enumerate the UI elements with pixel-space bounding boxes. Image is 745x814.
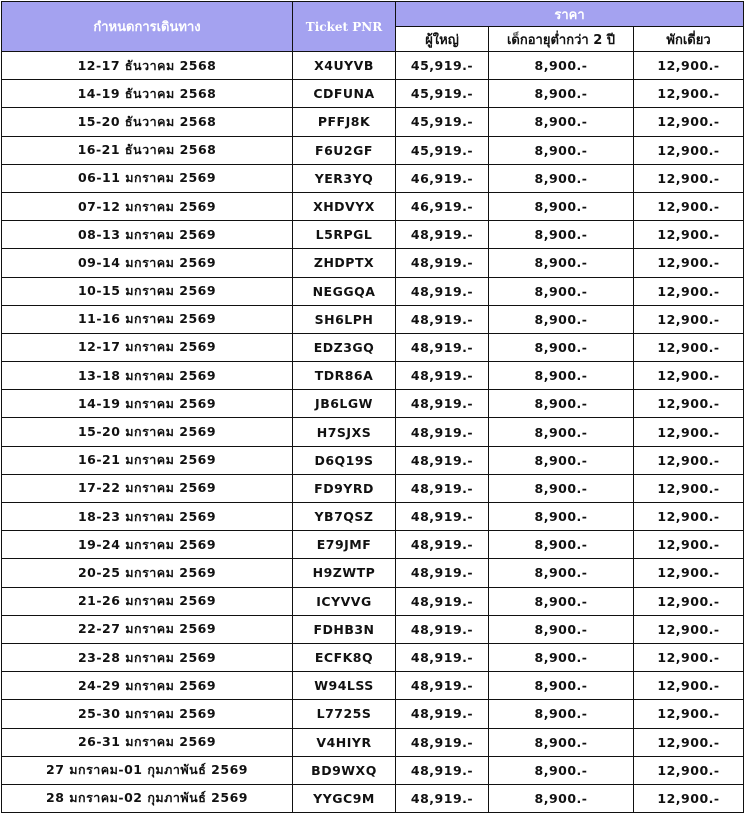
pnr-cell: F6U2GF	[293, 136, 396, 164]
date-cell: 18-23 มกราคม 2569	[2, 503, 293, 531]
single-supplement-cell: 12,900.-	[634, 700, 744, 728]
child-price-cell: 8,900.-	[489, 80, 634, 108]
adult-header: ผู้ใหญ่	[396, 27, 489, 52]
date-cell: 24-29 มกราคม 2569	[2, 672, 293, 700]
adult-price-cell: 48,919.-	[396, 784, 489, 812]
child-price-cell: 8,900.-	[489, 615, 634, 643]
date-cell: 09-14 มกราคม 2569	[2, 249, 293, 277]
pnr-cell: V4HIYR	[293, 728, 396, 756]
tour-price-table	[1, 1, 744, 813]
child-price-cell: 8,900.-	[489, 164, 634, 192]
single-supplement-cell: 12,900.-	[634, 277, 744, 305]
pnr-cell: FDHB3N	[293, 615, 396, 643]
single-supplement-cell: 12,900.-	[634, 446, 744, 474]
single-supplement-cell: 12,900.-	[634, 474, 744, 502]
child-price-cell: 8,900.-	[489, 333, 634, 361]
period-header: กำหนดการเดินทาง	[2, 2, 293, 52]
single-supplement-cell: 12,900.-	[634, 108, 744, 136]
date-cell: 20-25 มกราคม 2569	[2, 559, 293, 587]
date-cell: 15-20 มกราคม 2569	[2, 418, 293, 446]
table-row	[2, 531, 744, 559]
single-supplement-cell: 12,900.-	[634, 728, 744, 756]
pnr-cell: ICYVVG	[293, 587, 396, 615]
date-cell: 08-13 มกราคม 2569	[2, 221, 293, 249]
pnr-cell: YB7QSZ	[293, 503, 396, 531]
table-row	[2, 700, 744, 728]
date-cell: 15-20 ธันวาคม 2568	[2, 108, 293, 136]
single-supplement-cell: 12,900.-	[634, 784, 744, 812]
adult-price-cell: 45,919.-	[396, 136, 489, 164]
child-price-cell: 8,900.-	[489, 700, 634, 728]
pnr-cell: XHDVYX	[293, 192, 396, 220]
adult-price-cell: 48,919.-	[396, 615, 489, 643]
date-cell: 16-21 ธันวาคม 2568	[2, 136, 293, 164]
adult-price-cell: 48,919.-	[396, 672, 489, 700]
pnr-cell: NEGGQA	[293, 277, 396, 305]
date-cell: 25-30 มกราคม 2569	[2, 700, 293, 728]
child-price-cell: 8,900.-	[489, 305, 634, 333]
date-cell: 26-31 มกราคม 2569	[2, 728, 293, 756]
child-price-cell: 8,900.-	[489, 418, 634, 446]
pnr-cell: L7725S	[293, 700, 396, 728]
adult-price-cell: 48,919.-	[396, 418, 489, 446]
table-row	[2, 756, 744, 784]
child-price-cell: 8,900.-	[489, 446, 634, 474]
child-price-cell: 8,900.-	[489, 643, 634, 671]
date-cell: 28 มกราคม-02 กุมภาพันธ์ 2569	[2, 784, 293, 812]
child-price-cell: 8,900.-	[489, 728, 634, 756]
date-cell: 22-27 มกราคม 2569	[2, 615, 293, 643]
child-price-cell: 8,900.-	[489, 249, 634, 277]
adult-price-cell: 48,919.-	[396, 390, 489, 418]
pnr-cell: ECFK8Q	[293, 643, 396, 671]
pnr-cell: BD9WXQ	[293, 756, 396, 784]
adult-price-cell: 48,919.-	[396, 474, 489, 502]
child-price-cell: 8,900.-	[489, 531, 634, 559]
table-row	[2, 446, 744, 474]
table-row	[2, 164, 744, 192]
single-supplement-cell: 12,900.-	[634, 305, 744, 333]
date-cell: 16-21 มกราคม 2569	[2, 446, 293, 474]
child-price-cell: 8,900.-	[489, 474, 634, 502]
single-supplement-cell: 12,900.-	[634, 587, 744, 615]
pnr-cell: H9ZWTP	[293, 559, 396, 587]
table-row	[2, 305, 744, 333]
date-cell: 07-12 มกราคม 2569	[2, 192, 293, 220]
adult-price-cell: 48,919.-	[396, 700, 489, 728]
child-price-cell: 8,900.-	[489, 503, 634, 531]
pnr-cell: CDFUNA	[293, 80, 396, 108]
table-row	[2, 52, 744, 80]
table-row	[2, 249, 744, 277]
pnr-cell: PFFJ8K	[293, 108, 396, 136]
table-row	[2, 80, 744, 108]
adult-price-cell: 48,919.-	[396, 333, 489, 361]
pnr-cell: L5RPGL	[293, 221, 396, 249]
adult-price-cell: 48,919.-	[396, 756, 489, 784]
adult-price-cell: 48,919.-	[396, 305, 489, 333]
table-body	[2, 52, 744, 813]
date-cell: 06-11 มกราคม 2569	[2, 164, 293, 192]
single-supplement-cell: 12,900.-	[634, 390, 744, 418]
pnr-cell: YYGC9M	[293, 784, 396, 812]
child-price-cell: 8,900.-	[489, 192, 634, 220]
pnr-cell: H7SJXS	[293, 418, 396, 446]
table-row	[2, 672, 744, 700]
date-cell: 10-15 มกราคม 2569	[2, 277, 293, 305]
table-row	[2, 615, 744, 643]
pnr-cell: JB6LGW	[293, 390, 396, 418]
date-cell: 27 มกราคม-01 กุมภาพันธ์ 2569	[2, 756, 293, 784]
adult-price-cell: 48,919.-	[396, 503, 489, 531]
pnr-cell: D6Q19S	[293, 446, 396, 474]
adult-price-cell: 48,919.-	[396, 728, 489, 756]
table-row	[2, 784, 744, 812]
table-row	[2, 587, 744, 615]
adult-price-cell: 45,919.-	[396, 80, 489, 108]
date-cell: 14-19 ธันวาคม 2568	[2, 80, 293, 108]
pnr-cell: E79JMF	[293, 531, 396, 559]
child-price-cell: 8,900.-	[489, 277, 634, 305]
pnr-cell: W94LSS	[293, 672, 396, 700]
single-supplement-cell: 12,900.-	[634, 643, 744, 671]
date-cell: 14-19 มกราคม 2569	[2, 390, 293, 418]
table-row	[2, 136, 744, 164]
table-row	[2, 333, 744, 361]
child-price-cell: 8,900.-	[489, 52, 634, 80]
single-supplement-cell: 12,900.-	[634, 559, 744, 587]
table-row	[2, 728, 744, 756]
table-row	[2, 559, 744, 587]
table-row	[2, 474, 744, 502]
single-header: พักเดี่ยว	[634, 27, 744, 52]
single-supplement-cell: 12,900.-	[634, 164, 744, 192]
adult-price-cell: 48,919.-	[396, 249, 489, 277]
adult-price-cell: 48,919.-	[396, 277, 489, 305]
pnr-cell: ZHDPTX	[293, 249, 396, 277]
child-price-cell: 8,900.-	[489, 756, 634, 784]
pnr-cell: X4UYVB	[293, 52, 396, 80]
adult-price-cell: 48,919.-	[396, 531, 489, 559]
child-price-cell: 8,900.-	[489, 362, 634, 390]
child-price-cell: 8,900.-	[489, 559, 634, 587]
table-row	[2, 643, 744, 671]
adult-price-cell: 48,919.-	[396, 446, 489, 474]
child-price-cell: 8,900.-	[489, 587, 634, 615]
single-supplement-cell: 12,900.-	[634, 418, 744, 446]
child-price-cell: 8,900.-	[489, 108, 634, 136]
table-row	[2, 418, 744, 446]
child-price-cell: 8,900.-	[489, 390, 634, 418]
single-supplement-cell: 12,900.-	[634, 52, 744, 80]
single-supplement-cell: 12,900.-	[634, 249, 744, 277]
single-supplement-cell: 12,900.-	[634, 192, 744, 220]
table-row	[2, 192, 744, 220]
table-row	[2, 390, 744, 418]
pnr-cell: FD9YRD	[293, 474, 396, 502]
date-cell: 11-16 มกราคม 2569	[2, 305, 293, 333]
pnr-cell: YER3YQ	[293, 164, 396, 192]
adult-price-cell: 48,919.-	[396, 643, 489, 671]
table-row	[2, 277, 744, 305]
date-cell: 17-22 มกราคม 2569	[2, 474, 293, 502]
pnr-cell: SH6LPH	[293, 305, 396, 333]
child-price-cell: 8,900.-	[489, 136, 634, 164]
pnr-header: Ticket PNR	[293, 2, 396, 52]
single-supplement-cell: 12,900.-	[634, 221, 744, 249]
date-cell: 21-26 มกราคม 2569	[2, 587, 293, 615]
adult-price-cell: 48,919.-	[396, 362, 489, 390]
date-cell: 23-28 มกราคม 2569	[2, 643, 293, 671]
pnr-cell: TDR86A	[293, 362, 396, 390]
adult-price-cell: 48,919.-	[396, 559, 489, 587]
single-supplement-cell: 12,900.-	[634, 136, 744, 164]
single-supplement-cell: 12,900.-	[634, 672, 744, 700]
date-cell: 13-18 มกราคม 2569	[2, 362, 293, 390]
pnr-cell: EDZ3GQ	[293, 333, 396, 361]
date-cell: 12-17 มกราคม 2569	[2, 333, 293, 361]
table-row	[2, 221, 744, 249]
child-price-cell: 8,900.-	[489, 672, 634, 700]
single-supplement-cell: 12,900.-	[634, 362, 744, 390]
adult-price-cell: 46,919.-	[396, 192, 489, 220]
child-price-cell: 8,900.-	[489, 221, 634, 249]
single-supplement-cell: 12,900.-	[634, 756, 744, 784]
date-cell: 19-24 มกราคม 2569	[2, 531, 293, 559]
single-supplement-cell: 12,900.-	[634, 531, 744, 559]
single-supplement-cell: 12,900.-	[634, 333, 744, 361]
single-supplement-cell: 12,900.-	[634, 80, 744, 108]
table-row	[2, 362, 744, 390]
adult-price-cell: 48,919.-	[396, 587, 489, 615]
table-row	[2, 108, 744, 136]
price-group-header: ราคา	[396, 2, 744, 27]
adult-price-cell: 45,919.-	[396, 108, 489, 136]
date-cell: 12-17 ธันวาคม 2568	[2, 52, 293, 80]
child-header: เด็กอายุต่ำกว่า 2 ปี	[489, 27, 634, 52]
adult-price-cell: 48,919.-	[396, 221, 489, 249]
child-price-cell: 8,900.-	[489, 784, 634, 812]
single-supplement-cell: 12,900.-	[634, 615, 744, 643]
single-supplement-cell: 12,900.-	[634, 503, 744, 531]
adult-price-cell: 45,919.-	[396, 52, 489, 80]
table-row	[2, 503, 744, 531]
adult-price-cell: 46,919.-	[396, 164, 489, 192]
